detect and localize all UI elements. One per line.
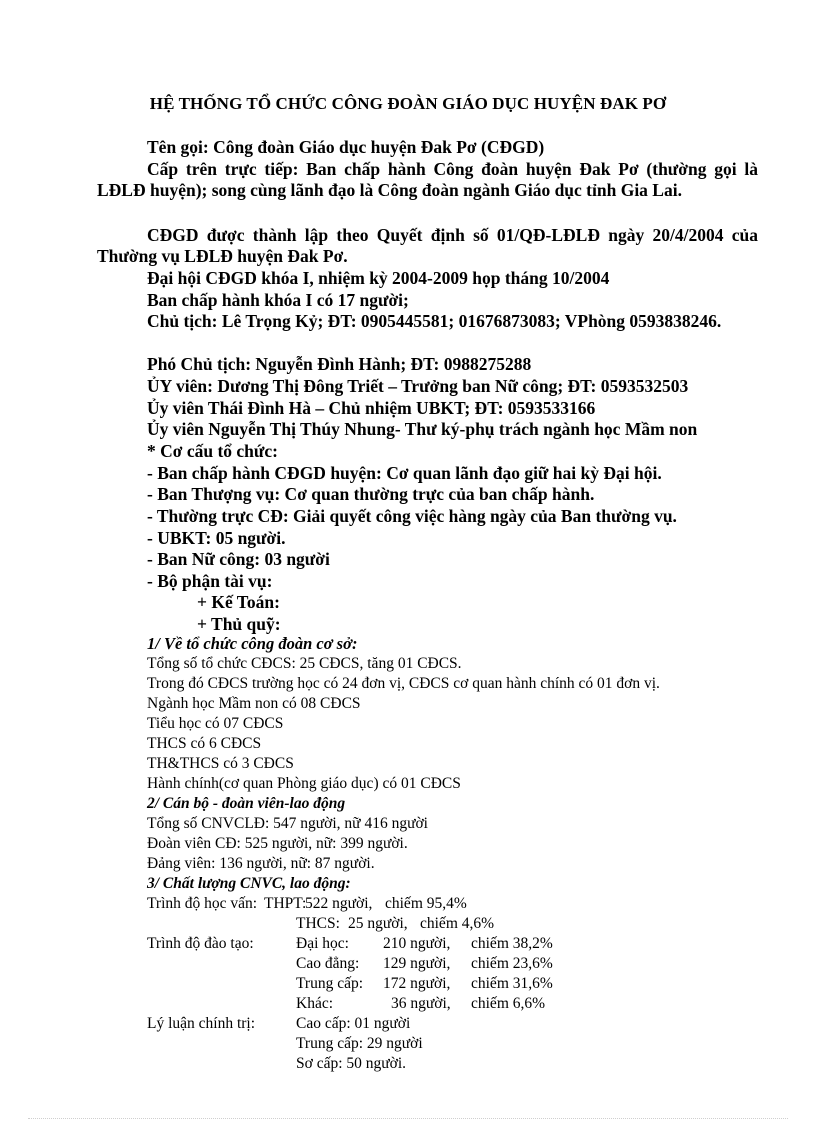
congress-line: Đại hội CĐGD khóa I, nhiệm kỳ 2004-2009 họp tháng 10/2004 [147,268,610,288]
section-line: Tiểu học có 07 CĐCS [147,715,284,732]
row-percent: chiếm 95,4% [385,895,467,912]
section-heading: 1/ Về tổ chức công đoàn cơ sở: [147,634,358,653]
section-line: TH&THCS có 3 CĐCS [147,755,294,772]
row-value: 36 người, [391,995,451,1012]
row-name: THCS: [296,915,340,932]
chairman-paragraph: Chủ tịch: Lê Trọng Kỷ; ĐT: 0905445581; 01676873083; VPhòng 0593838246. [147,311,722,331]
document-title: HỆ THỐNG TỔ CHỨC CÔNG ĐOÀN GIÁO DỤC HUYỆN ĐAK PƠ [149,94,667,113]
structure-item: - UBKT: 05 người. [147,528,286,548]
vice-chairman-line: Phó Chủ tịch: Nguyễn Đình Hành; ĐT: 0988275288 [147,354,532,374]
row-name: Đại học: [296,935,349,952]
row-value: 25 người, [348,915,408,932]
training-label: Trình độ đào tạo: [147,935,254,952]
political-label: Lý luận chính trị: [147,1015,256,1032]
structure-item: - Ban Nữ công: 03 người [147,549,330,569]
structure-item: - Ban Thượng vụ: Cơ quan thường trực của ban chấp hành. [147,484,595,504]
row-percent: chiếm 4,6% [420,915,495,932]
row-percent: chiếm 38,2% [471,935,553,952]
finance-item: + Thủ quỹ: [197,614,281,634]
section-line: THCS có 6 CĐCS [147,735,262,752]
row-value: 172 người, [383,975,451,992]
section-heading: 3/ Chất lượng CNVC, lao động: [147,875,351,892]
row-name: Cao đẳng: [296,955,360,972]
section-line: Ngành học Mầm non có 08 CĐCS [147,695,361,712]
member-line: Ủy viên Thái Đình Hà – Chủ nhiệm UBKT; ĐT: 0593533166 [147,398,596,418]
section-line: Tổng số CNVCLĐ: 547 người, nữ 416 người [147,815,428,832]
row-value: 210 người, [383,935,451,952]
section-line: Đoàn viên CĐ: 525 người, nữ: 399 người. [147,835,408,852]
member-line: Ủy viên Nguyễn Thị Thúy Nhung- Thư ký-phụ trách ngành học Mầm non [147,419,698,439]
row-name: Trung cấp: [296,975,364,992]
row-value: 129 người, [383,955,451,972]
structure-heading: * Cơ cấu tổ chức: [147,441,279,461]
member-line: ỦY viên: Dương Thị Đông Triết – Trưởng ban Nữ công; ĐT: 0593532503 [147,376,689,396]
section-line: Đảng viên: 136 người, nữ: 87 người. [147,855,375,872]
name-line: Tên gọi: Công đoàn Giáo dục huyện Đak Pơ (CĐGD) [147,137,545,157]
section-line: Hành chính(cơ quan Phòng giáo dục) có 01 CĐCS [147,775,461,792]
executive-board-line: Ban chấp hành khóa I có 17 người; [147,290,409,310]
row-value: 522 người, [305,895,373,912]
structure-item: - Ban chấp hành CĐGD huyện: Cơ quan lãnh đạo giữ hai kỳ Đại hội. [147,463,662,483]
education-label: Trình độ học vấn: [147,895,258,912]
structure-item: - Thường trực CĐ: Giải quyết công việc hàng ngày của Ban thường vụ. [147,506,677,526]
section-line: Trong đó CĐCS trường học có 24 đơn vị, CĐCS cơ quan hành chính có 01 đơn vị. [147,675,660,692]
row-percent: chiếm 31,6% [471,975,553,992]
page-bottom-divider [28,1118,788,1119]
establishment-paragraph: CĐGD được thành lập theo Quyết định số 01/QĐ-LĐLĐ ngày 20/4/2004 của Thường vụ LĐLĐ huyện Đak Pơ. [97,225,758,266]
political-row: Cao cấp: 01 người [296,1015,411,1032]
political-row: Trung cấp: 29 người [296,1035,423,1052]
section-heading: 2/ Cán bộ - đoàn viên-lao động [147,795,346,812]
finance-item: + Kế Toán: [197,592,280,612]
structure-item: - Bộ phận tài vụ: [147,571,273,591]
row-percent: chiếm 23,6% [471,955,553,972]
row-name: Khác: [296,995,334,1012]
superior-paragraph: Cấp trên trực tiếp: Ban chấp hành Công đoàn huyện Đak Pơ (thường gọi là LĐLĐ huyện); song cùng lãnh đạo là Công đoàn ngành Giáo dục tỉnh Gia Lai. [97,159,758,200]
section-line: Tổng số tổ chức CĐCS: 25 CĐCS, tăng 01 CĐCS. [147,655,462,672]
political-row: Sơ cấp: 50 người. [296,1055,407,1072]
row-name: THPT: [264,895,307,912]
row-percent: chiếm 6,6% [471,995,546,1012]
